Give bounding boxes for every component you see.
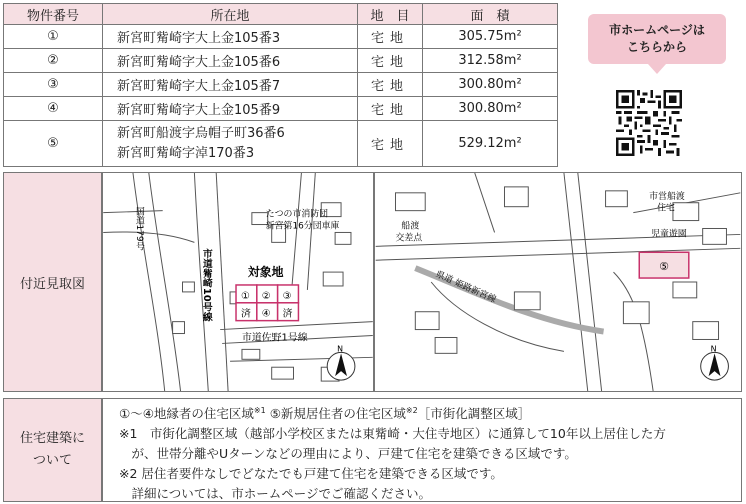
row-area: 300.80m² [423, 73, 558, 97]
route-179-label: 国道179号 [133, 206, 144, 251]
intersection-label2: 交差点 [395, 233, 423, 244]
svg-text:N: N [337, 344, 344, 354]
lot-1: ① [240, 290, 250, 302]
table-row [4, 73, 558, 97]
row-chimoku: 宅地 [358, 97, 423, 121]
table-row [4, 121, 558, 167]
note-line: ※1 市街化調整区域（越部小学校区または東觜崎・大住寺地区）に通算して10年以上居住した方 [119, 426, 666, 442]
row-area: 305.75m² [423, 25, 558, 49]
header-chimoku: 地 目 [358, 4, 423, 25]
row-area: 312.58m² [423, 49, 558, 73]
row-area: 300.80m² [423, 97, 558, 121]
header-area: 面 積 [423, 4, 558, 25]
row-address: 新宮町觜崎字大上金105番9 [103, 97, 358, 121]
map-label [3, 172, 102, 392]
row-chimoku: 宅地 [358, 73, 423, 97]
property-table [3, 3, 558, 167]
homepage-line1: 市ホームページは [609, 23, 705, 37]
lot-4: ④ [261, 308, 271, 320]
note-line: ①～④地縁者の住宅区域$^{※1}$ ⑤新規居住者の住宅区域$^{※2}$［市街化調整区域］ [119, 406, 531, 422]
map-label-text: 付近見取図 [19, 276, 85, 292]
row-area: 529.12m² [423, 121, 558, 167]
header-address: 所在地 [103, 4, 358, 25]
row-number: ① [4, 25, 103, 49]
lot-5: ⑤ [659, 260, 669, 274]
qr-code[interactable] [616, 90, 682, 156]
right-map [374, 172, 742, 392]
lot-sumi: 済 [240, 308, 251, 320]
note-line: ※2 居住者要件なしでどなたでも戸建て住宅を建築できる区域です。 [119, 466, 503, 482]
row-chimoku: 宅地 [358, 49, 423, 73]
lot-sumi: 済 [282, 308, 293, 320]
row-address: 新宮町觜崎字大上金105番7 [103, 73, 358, 97]
row-number: ② [4, 49, 103, 73]
row-number: ③ [4, 73, 103, 97]
fire-station-label2: 新宮第16分団車庫 [265, 221, 340, 232]
funato-housing-label: 市営船渡 [649, 191, 685, 202]
homepage-bubble [588, 14, 726, 64]
table-row [4, 97, 558, 121]
intersection-label: 船渡 [401, 221, 420, 232]
route-179-road [133, 173, 165, 391]
left-map [102, 172, 374, 392]
build-label [3, 398, 102, 502]
build-label-line1: 住宅建築に [19, 431, 85, 446]
prefectural-road-label: 県道 姫路新宮線 [433, 269, 498, 306]
lot-2: ② [261, 290, 271, 302]
svg-text:N: N [710, 344, 717, 354]
row-address-line: 新宮町船渡字烏帽子町36番6 [117, 125, 285, 141]
funato-housing-label2: 住宅 [657, 203, 675, 214]
target-label: 対象地 [247, 265, 284, 280]
park-label: 児童遊園 [651, 229, 687, 240]
row-address [103, 121, 358, 167]
note-line: 詳細については、市ホームページでご確認ください。 [119, 486, 432, 502]
table-row [4, 49, 558, 73]
housing-notes [102, 398, 742, 502]
row-number: ④ [4, 97, 103, 121]
build-label-line2: ついて [32, 453, 72, 468]
row-address: 新宮町觜崎字大上金105番6 [103, 49, 358, 73]
table-row [4, 25, 558, 49]
row-address-line: 新宮町觜崎字淖170番3 [117, 145, 255, 161]
homepage-line2: こちらから [626, 40, 687, 54]
row-chimoku: 宅地 [358, 121, 423, 167]
row-number: ⑤ [4, 121, 103, 167]
header-number: 物件番号 [4, 4, 103, 25]
note-line: が、世帯分離やUターンなどの理由により、戸建て住宅を建築できる区域です。 [119, 446, 577, 462]
north-arrow-icon [701, 344, 729, 380]
lot-5-area [639, 252, 689, 278]
row-chimoku: 宅地 [358, 25, 423, 49]
bubble-tail [648, 64, 666, 74]
row-address: 新宮町觜崎字大上金105番3 [103, 25, 358, 49]
fire-station-label: たつの市消防団 [265, 209, 329, 220]
lot-3: ③ [282, 290, 292, 302]
sano-road-label: 市道佐野1号線 [241, 332, 308, 344]
table-header-row [4, 4, 558, 25]
north-arrow-icon [327, 344, 355, 380]
shido10-label: 市道觜崎10号線 [200, 248, 212, 322]
